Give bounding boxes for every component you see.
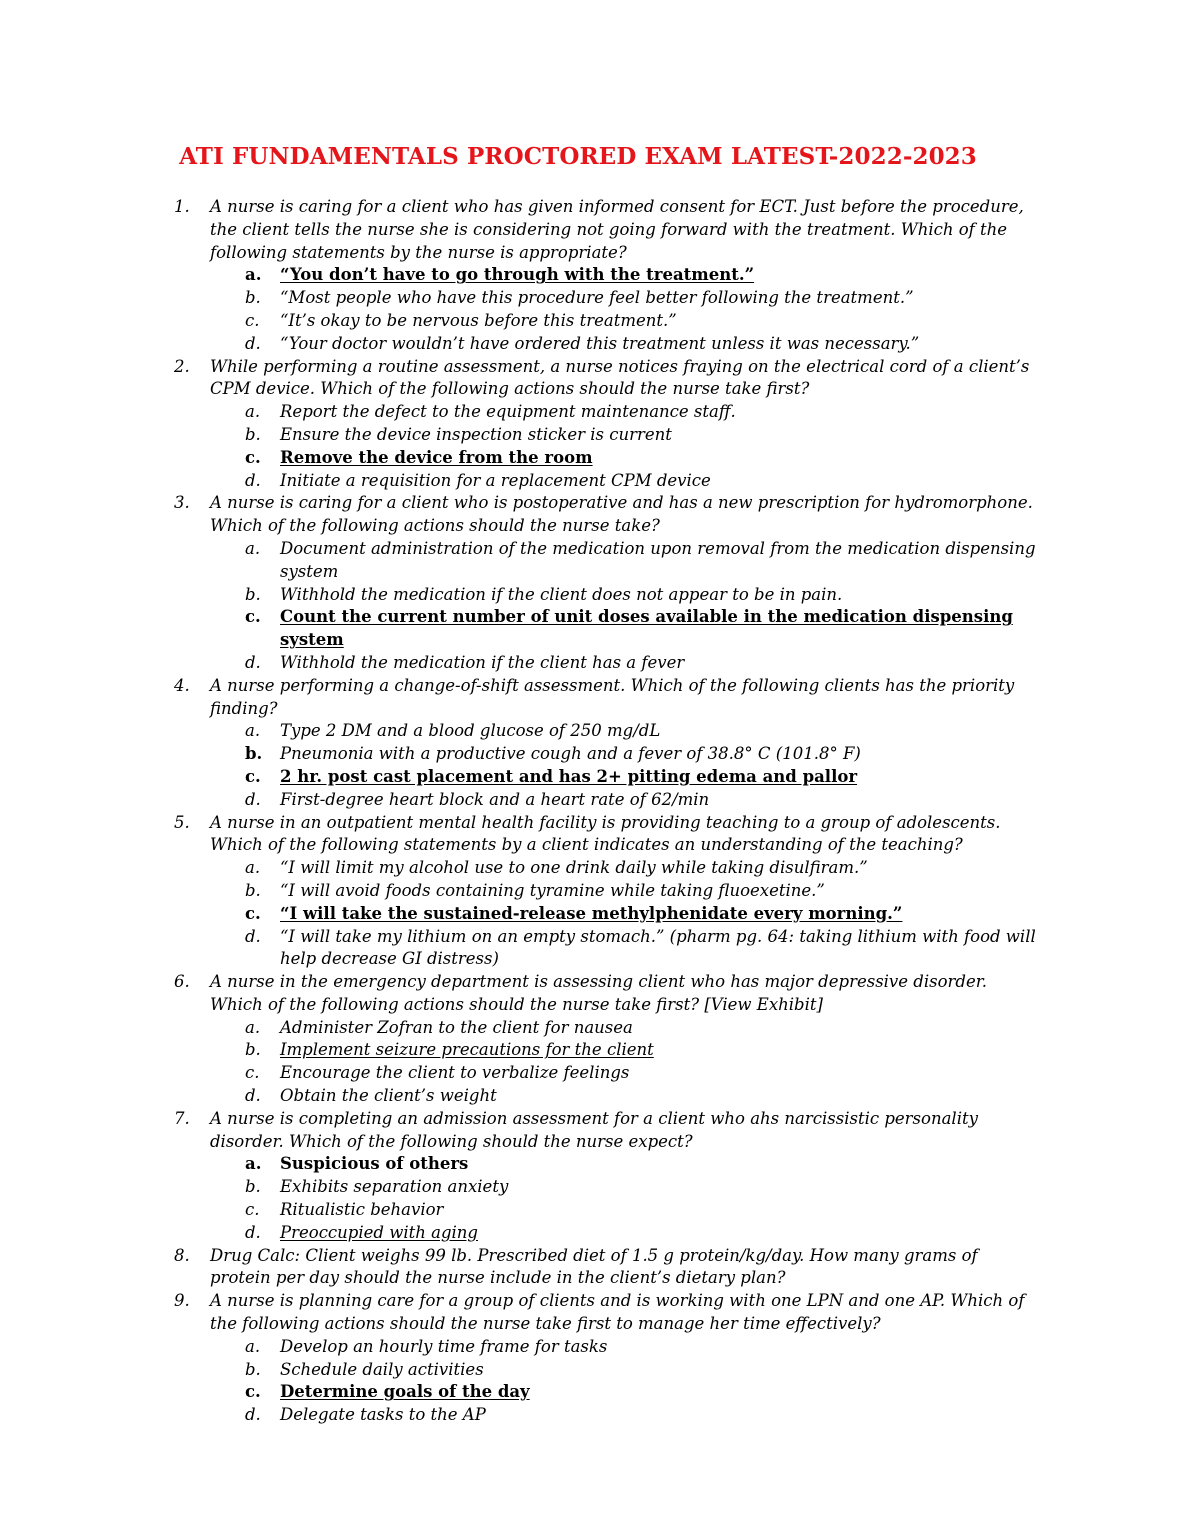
- option-letter: a.: [245, 265, 262, 285]
- question-text: A nurse is planning care for a group of clients and is working with one LPN and one AP. Which of the following actions should the nurse take first to manage her time effectively?: [210, 1291, 1025, 1334]
- answer-option: [0, 1336, 1190, 1359]
- option-letter: c.: [245, 1063, 260, 1083]
- option-text: Administer Zofran to the client for nausea: [280, 1017, 633, 1037]
- option-text: “Most people who have this procedure feel better following the treatment.”: [280, 288, 914, 308]
- option-text: “I will take my lithium on an empty stomach.” (pharm pg. 64: taking lithium with food will help decrease GI distress): [280, 926, 1036, 969]
- option-text: Ensure the device inspection sticker is current: [280, 424, 672, 444]
- option-text: Delegate tasks to the AP: [280, 1405, 486, 1425]
- option-letter: d.: [245, 652, 261, 672]
- option-letter: b.: [245, 1040, 261, 1060]
- question-3: [0, 492, 1190, 538]
- option-text: Withhold the medication if the client does not appear to be in pain.: [280, 584, 843, 604]
- answer-option: [0, 720, 1190, 743]
- question-2: [0, 356, 1190, 402]
- answer-option: [0, 880, 1190, 903]
- option-text: Implement seizure precautions for the client: [280, 1040, 654, 1060]
- option-letter: d.: [245, 333, 261, 353]
- answer-option: [0, 926, 1190, 972]
- option-letter: c.: [245, 1382, 261, 1402]
- option-letter: b.: [245, 584, 261, 604]
- option-text: “You don’t have to go through with the treatment.”: [280, 265, 755, 285]
- question-list: [0, 196, 1190, 1427]
- option-text: Count the current number of unit doses available in the medication dispensing system: [280, 607, 1013, 650]
- question-5: [0, 812, 1190, 858]
- question-number: 1.: [174, 197, 190, 216]
- answer-option: [0, 789, 1190, 812]
- option-letter: a.: [245, 1336, 261, 1356]
- option-text: Report the defect to the equipment maintenance staff.: [280, 402, 736, 422]
- option-text: Develop an hourly time frame for tasks: [280, 1336, 608, 1356]
- option-text: “Your doctor wouldn’t have ordered this treatment unless it was necessary.”: [280, 333, 920, 353]
- answer-option: [0, 310, 1190, 333]
- option-text: Type 2 DM and a blood glucose of 250 mg/dL: [280, 721, 661, 741]
- answer-option: [0, 333, 1190, 356]
- question-text: A nurse in an outpatient mental health facility is providing teaching to a group of adolescents. Which of the following statements by a client indicates an understanding of the teaching?: [210, 812, 1001, 855]
- answer-option: [0, 1222, 1190, 1245]
- option-letter: d.: [245, 470, 261, 490]
- option-letter: d.: [245, 926, 261, 946]
- option-text: Remove the device from the room: [280, 447, 593, 467]
- option-text: Exhibits separation anxiety: [280, 1177, 509, 1197]
- option-text: Encourage the client to verbalize feelings: [280, 1063, 630, 1083]
- option-letter: c.: [245, 903, 261, 923]
- option-letter: d.: [245, 1405, 261, 1425]
- answer-option: [0, 606, 1190, 652]
- question-9: [0, 1290, 1190, 1336]
- question-6: [0, 971, 1190, 1017]
- answer-option: [0, 766, 1190, 789]
- answer-option: [0, 264, 1190, 287]
- option-text: Withhold the medication if the client has a fever: [280, 652, 685, 672]
- question-4: [0, 675, 1190, 721]
- question-number: 5.: [174, 812, 190, 832]
- question-number: 2.: [174, 356, 190, 376]
- answer-option: [0, 401, 1190, 424]
- option-letter: a.: [245, 538, 261, 558]
- question-text: A nurse is completing an admission assessment for a client who ahs narcissistic personality disorder. Which of the following should the nurse expect?: [210, 1108, 978, 1151]
- option-letter: b.: [245, 288, 261, 308]
- option-letter: c.: [245, 766, 261, 786]
- option-letter: d.: [245, 1086, 261, 1106]
- option-letter: b.: [245, 1177, 261, 1197]
- option-text: Determine goals of the day: [280, 1382, 530, 1402]
- option-letter: c.: [245, 607, 261, 627]
- option-text: Ritualistic behavior: [280, 1200, 444, 1220]
- option-letter: b.: [245, 424, 261, 444]
- option-letter: d.: [245, 789, 261, 809]
- option-text: “It’s okay to be nervous before this treatment.”: [280, 310, 677, 330]
- answer-option: [0, 424, 1190, 447]
- answer-option: [0, 1017, 1190, 1040]
- option-text: Pneumonia with a productive cough and a fever of 38.8° C (101.8° F): [280, 744, 861, 764]
- option-text: Document administration of the medication upon removal from the medication dispensing system: [280, 538, 1036, 581]
- question-text: While performing a routine assessment, a nurse notices fraying on the electrical cord of a client’s CPM device. Which of the following actions should the nurse take first?: [210, 356, 1030, 399]
- question-1: [0, 196, 1190, 264]
- option-letter: c.: [245, 310, 260, 330]
- option-letter: c.: [245, 447, 261, 467]
- answer-option: [0, 1381, 1190, 1404]
- question-text: A nurse is caring for a client who is postoperative and has a new prescription for hydromorphone. Which of the following actions should the nurse take?: [210, 493, 1033, 536]
- option-letter: a.: [245, 858, 261, 878]
- option-letter: b.: [245, 744, 263, 764]
- answer-option: [0, 1404, 1190, 1427]
- option-letter: d.: [245, 1222, 261, 1242]
- answer-option: [0, 1153, 1190, 1176]
- option-letter: a.: [245, 721, 261, 741]
- answer-option: [0, 1062, 1190, 1085]
- question-number: 9.: [174, 1291, 190, 1311]
- option-text: Preoccupied with aging: [280, 1222, 478, 1242]
- option-text: 2 hr. post cast placement and has 2+ pitting edema and pallor: [280, 766, 858, 786]
- question-number: 4.: [174, 675, 190, 695]
- option-text: “I will limit my alcohol use to one drink daily while taking disulfiram.”: [280, 858, 868, 878]
- document-title: ATI FUNDAMENTALS PROCTORED EXAM LATEST-2022-2023: [179, 143, 977, 170]
- question-text: A nurse is caring for a client who has given informed consent for ECT. Just before the procedure, the client tells the nurse she is considering not going forward with the treatment. Which of the following statements by the nurse is appropriate?: [210, 197, 1024, 262]
- option-text: “I will take the sustained-release methylphenidate every morning.”: [280, 903, 903, 923]
- option-letter: a.: [245, 1154, 262, 1174]
- option-letter: c.: [245, 1200, 260, 1220]
- question-number: 3.: [174, 493, 190, 513]
- question-number: 7.: [174, 1108, 190, 1128]
- option-text: Obtain the client’s weight: [280, 1086, 497, 1106]
- answer-option: [0, 743, 1190, 766]
- answer-option: [0, 447, 1190, 470]
- answer-option: [0, 652, 1190, 675]
- answer-option: [0, 1176, 1190, 1199]
- option-letter: a.: [245, 402, 261, 422]
- question-number: 8.: [174, 1245, 190, 1265]
- question-text: Drug Calc: Client weighs 99 lb. Prescribed diet of 1.5 g protein/kg/day. How many grams of protein per day should the nurse include in the client’s dietary plan?: [210, 1245, 978, 1288]
- answer-option: [0, 903, 1190, 926]
- answer-option: [0, 1085, 1190, 1108]
- option-text: Schedule daily activities: [280, 1359, 484, 1379]
- question-8: [0, 1245, 1190, 1291]
- answer-option: [0, 584, 1190, 607]
- answer-option: [0, 470, 1190, 493]
- question-7: [0, 1108, 1190, 1154]
- option-letter: a.: [245, 1017, 261, 1037]
- answer-option: [0, 1359, 1190, 1382]
- option-text: “I will avoid foods containing tyramine while taking fluoexetine.”: [280, 880, 825, 900]
- answer-option: [0, 538, 1190, 584]
- option-text: First-degree heart block and a heart rate of 62/min: [280, 789, 710, 809]
- answer-option: [0, 1039, 1190, 1062]
- answer-option: [0, 1199, 1190, 1222]
- option-text: Initiate a requisition for a replacement CPM device: [280, 470, 711, 490]
- answer-option: [0, 287, 1190, 310]
- question-text: A nurse in the emergency department is assessing client who has major depressive disorder. Which of the following actions should the nurse take first? [View Exhibit]: [210, 972, 988, 1014]
- option-letter: b.: [245, 1359, 261, 1379]
- option-text: Suspicious of others: [280, 1154, 469, 1174]
- question-number: 6.: [174, 972, 190, 992]
- question-text: A nurse performing a change-of-shift assessment. Which of the following clients has the priority finding?: [210, 675, 1015, 718]
- option-letter: b.: [245, 880, 261, 900]
- answer-option: [0, 857, 1190, 880]
